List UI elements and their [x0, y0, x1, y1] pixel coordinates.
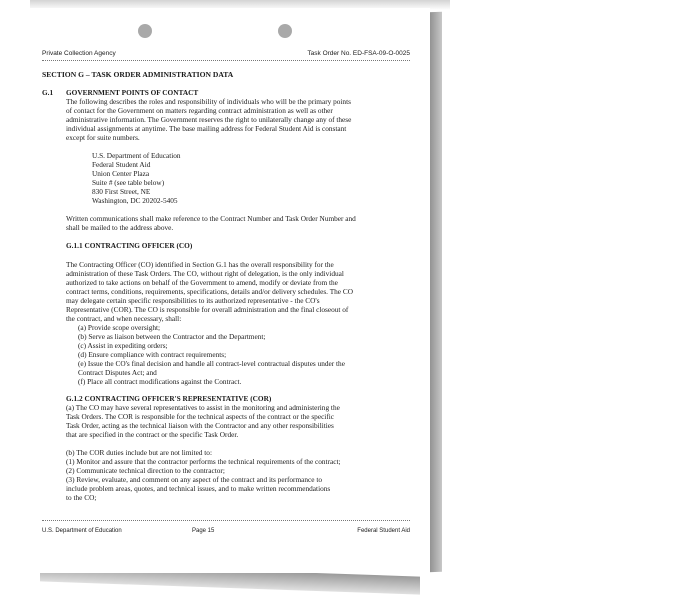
address-line: Union Center Plaza [92, 169, 150, 178]
g11-heading: G.1.1 CONTRACTING OFFICER (CO) [66, 241, 193, 250]
written-comm-line: shall be mailed to the address above. [66, 223, 174, 232]
header-rule [42, 60, 410, 61]
g1-para-line: of contact for the Government on matters regarding contract administration as well as other [66, 106, 333, 115]
header-left: Private Collection Agency [42, 50, 116, 57]
g1-heading: GOVERNMENT POINTS OF CONTACT [66, 88, 199, 97]
g11-para-line: The Contracting Officer (CO) identified in Section G.1 has the overall responsibility for the [66, 260, 334, 269]
g11-para-line: authorized to take actions on behalf of the Government to amend, modify or deviate from the [66, 278, 338, 287]
punch-hole-left [138, 24, 152, 38]
g11-para-line: contract terms, conditions, requirements, specifications, details and/or delivery schedules. The CO [66, 287, 353, 296]
section-title: SECTION G – TASK ORDER ADMINISTRATION DATA [42, 70, 234, 79]
g12-b-line: (1) Monitor and assure that the contractor performs the technical requirements of the contract; [66, 457, 341, 466]
g11-list-item: (d) Ensure compliance with contract requirements; [78, 350, 227, 359]
g1-para-line: except for suite numbers. [66, 133, 140, 142]
page-shadow-right [428, 12, 442, 572]
g11-list-item: (e) Issue the CO's final decision and handle all contract-level contractual disputes under the [78, 359, 345, 368]
footer-rule [42, 520, 410, 521]
g12-a-line: that are specified in the contract or the specific Task Order. [66, 430, 239, 439]
address-line: Washington, DC 20202-5405 [92, 196, 178, 205]
g11-para-line: may delegate certain specific responsibilities to its authorized representative - the CO's [66, 296, 320, 305]
address-line: Federal Student Aid [92, 160, 151, 169]
g12-a-line: (a) The CO may have several representatives to assist in the monitoring and administering the [66, 403, 340, 412]
g1-para-line: The following describes the roles and responsibility of individuals who will be the primary points [66, 97, 351, 106]
g12-b-line: (b) The COR duties include but are not limited to: [66, 448, 212, 457]
footer-left: U.S. Department of Education [42, 528, 122, 534]
g11-list-item: (c) Assist in expediting orders; [78, 341, 168, 350]
g12-b-line: include problem areas, quotes, and technical issues, and to make written recommendations [66, 484, 331, 493]
g1-para-line: individual assignments at anytime. The base mailing address for Federal Student Aid is constant [66, 124, 347, 133]
g12-b-line: (2) Communicate technical direction to the contractor; [66, 466, 225, 475]
page-number: Page 15 [192, 528, 215, 534]
g11-para-line: the contract, and when necessary, shall: [66, 314, 182, 323]
header-right: Task Order No. ED-FSA-09-O-0025 [307, 50, 410, 57]
g1-number: G.1 [42, 88, 54, 97]
g12-heading: G.1.2 CONTRACTING OFFICER'S REPRESENTATIVE (COR) [66, 394, 272, 403]
address-line: Suite # (see table below) [92, 178, 165, 187]
g11-list-item: (a) Provide scope oversight; [78, 323, 161, 332]
g11-para-line: administration of these Task Orders. The CO, without right of delegation, is the only individual [66, 269, 344, 278]
g11-list-item: Contract Disputes Act; and [78, 368, 157, 377]
g12-b-line: to the CO; [66, 493, 97, 502]
g11-para-line: Representative (COR). The CO is responsible for overall administration and the final closeout of [66, 305, 349, 314]
g1-para-line: administrative information. The Government reserves the right to unilaterally change any of these [66, 115, 352, 124]
g11-list-item: (f) Place all contract modifications against the Contract. [78, 377, 242, 386]
g12-a-line: Task Order, acting as the technical liaison with the Contractor and any other responsibilities [66, 421, 334, 430]
punch-hole-right [278, 24, 292, 38]
g11-list-item: (b) Serve as liaison between the Contractor and the Department; [78, 332, 266, 341]
written-comm-line: Written communications shall make reference to the Contract Number and Task Order Number and [66, 214, 356, 223]
document-page [22, 8, 430, 573]
footer-right: Federal Student Aid [357, 528, 410, 534]
address-line: U.S. Department of Education [92, 151, 181, 160]
g12-b-line: (3) Review, evaluate, and comment on any aspect of the contract and its performance to [66, 475, 323, 484]
g12-a-line: Task Orders. The COR is responsible for the technical aspects of the contract or the specific [66, 412, 335, 421]
address-line: 830 First Street, NE [92, 187, 151, 196]
